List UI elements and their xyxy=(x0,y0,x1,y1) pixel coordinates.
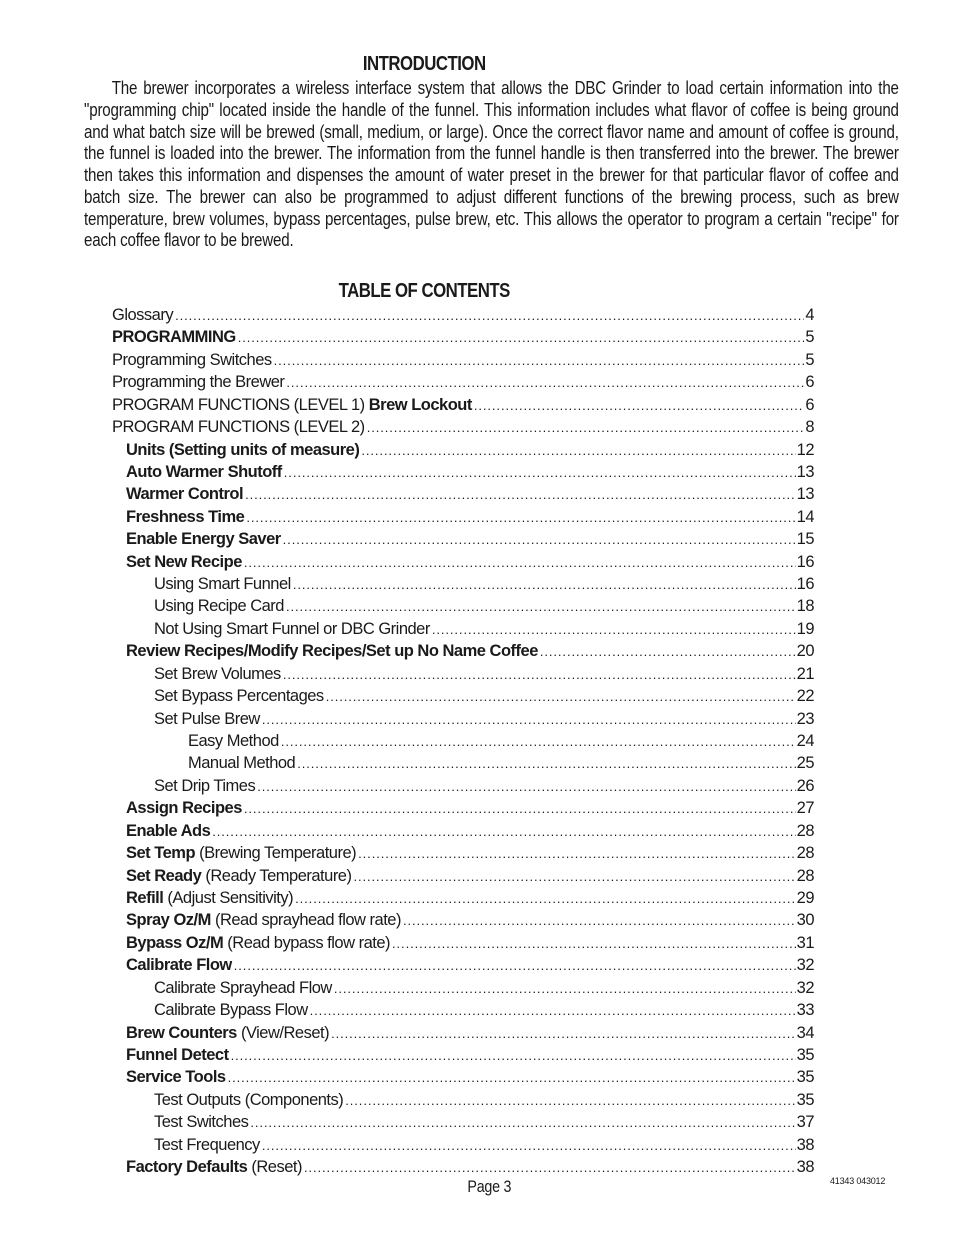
page-number: Page 3 xyxy=(467,1177,512,1196)
toc-entry-bold: Funnel Detect xyxy=(126,1045,229,1064)
toc-entry-text: Manual Method xyxy=(188,754,296,773)
toc-entry-bold: Brew Counters xyxy=(126,1023,237,1042)
dot-leader xyxy=(432,619,796,640)
toc-page-number: 8 xyxy=(805,418,814,437)
toc-entry xyxy=(112,1156,814,1178)
toc-entry xyxy=(112,820,814,842)
toc-entry-text: Using Recipe Card xyxy=(154,597,284,616)
dot-leader xyxy=(284,462,796,483)
toc-page-number: 13 xyxy=(796,485,814,504)
toc-entry xyxy=(112,708,814,730)
table-of-contents xyxy=(112,304,814,1178)
toc-entry-text: (View/Reset) xyxy=(236,1023,330,1042)
toc-page-number: 38 xyxy=(796,1135,814,1154)
toc-entry xyxy=(112,416,814,438)
toc-entry-bold: Enable Energy Saver xyxy=(126,530,281,549)
toc-entry xyxy=(112,909,814,931)
toc-entry-text: Easy Method xyxy=(188,732,279,751)
toc-entry xyxy=(112,977,814,999)
toc-entry xyxy=(112,573,814,595)
toc-page-number: 38 xyxy=(796,1158,814,1177)
toc-entry xyxy=(112,954,814,976)
toc-page-number: 19 xyxy=(796,619,814,638)
toc-page-number: 27 xyxy=(796,799,814,818)
document-code: 41343 043012 xyxy=(830,1176,886,1186)
toc-entry xyxy=(112,685,814,707)
toc-page-number: 13 xyxy=(796,462,814,481)
toc-entry-bold: Service Tools xyxy=(126,1068,226,1087)
toc-page-number: 5 xyxy=(805,328,814,347)
dot-leader xyxy=(353,866,795,887)
dot-leader xyxy=(326,686,796,707)
toc-entry xyxy=(112,865,814,887)
toc-entry-bold: Freshness Time xyxy=(126,507,245,526)
toc-entry-bold: Auto Warmer Shutoff xyxy=(126,462,282,481)
toc-page-number: 20 xyxy=(796,642,814,661)
toc-entry-text: (Read sprayhead flow rate) xyxy=(210,911,401,930)
toc-entry-text: Programming the Brewer xyxy=(112,373,285,392)
toc-entry xyxy=(112,304,814,326)
toc-entry xyxy=(112,775,814,797)
toc-entry-bold: Enable Ads xyxy=(126,821,211,840)
dot-leader xyxy=(358,843,795,864)
toc-entry xyxy=(112,1134,814,1156)
toc-page-number: 35 xyxy=(796,1090,814,1109)
toc-page-number: 30 xyxy=(796,911,814,930)
toc-page-number: 23 xyxy=(796,709,814,728)
toc-entry-text: Test Switches xyxy=(154,1113,249,1132)
toc-entry-bold: Warmer Control xyxy=(126,485,244,504)
dot-leader xyxy=(274,350,805,371)
dot-leader xyxy=(540,641,796,662)
toc-page-number: 14 xyxy=(796,507,814,526)
toc-entry-lead: PROGRAM FUNCTIONS (LEVEL 1) xyxy=(112,395,369,414)
dot-leader xyxy=(212,821,795,842)
dot-leader xyxy=(250,1112,795,1133)
toc-page-number: 16 xyxy=(796,552,814,571)
toc-entry-bold: Calibrate Flow xyxy=(126,956,232,975)
toc-page-number: 37 xyxy=(796,1113,814,1132)
toc-entry-text: Test Frequency xyxy=(154,1135,260,1154)
dot-leader xyxy=(392,933,796,954)
toc-entry xyxy=(112,326,814,348)
toc-page-number: 21 xyxy=(796,664,814,683)
toc-entry xyxy=(112,1066,814,1088)
dot-leader xyxy=(228,1067,796,1088)
dot-leader xyxy=(310,1000,796,1021)
toc-entry xyxy=(112,1089,814,1111)
dot-leader xyxy=(238,327,805,348)
toc-page-number: 28 xyxy=(796,866,814,885)
dot-leader xyxy=(262,1135,796,1156)
toc-page-number: 6 xyxy=(805,373,814,392)
introduction-paragraph: The brewer incorporates a wireless interface system that allows the DBC Grinder to load certain information into the "programming chip" located inside the handle of the funnel. This information includes what flavor of coffee is being ground and what batch size will be brewed (small, medium, or large). Once the correct flavor name and amount of coffee is ground, the funnel is loaded into the brewer. The information from the funnel handle is then transferred into the brewer. The brewer then takes this information and dispenses the amount of water preset in the brewer for that particular flavor of coffee and batch size. The brewer can also be programmed to adjust different functions of the brewing process, such as brew temperature, brew volumes, bypass percentages, pulse brew, etc. This allows the operator to program a certain "recipe" for each coffee flavor to be brewed. xyxy=(84,78,899,251)
toc-entry-text: Test Outputs (Components) xyxy=(154,1090,344,1109)
dot-leader xyxy=(231,1045,796,1066)
toc-page-number: 33 xyxy=(796,1001,814,1020)
toc-entry-bold: Units (Setting units of measure) xyxy=(126,440,360,459)
toc-entry-text: Glossary xyxy=(112,306,174,324)
toc-entry-bold: Factory Defaults xyxy=(126,1158,248,1177)
toc-entry xyxy=(112,999,814,1021)
toc-page-number: 12 xyxy=(796,440,814,459)
dot-leader xyxy=(295,888,796,909)
toc-page-number: 16 xyxy=(796,575,814,594)
dot-leader xyxy=(244,552,796,573)
dot-leader xyxy=(281,731,796,752)
toc-entry xyxy=(112,551,814,573)
toc-entry xyxy=(112,483,814,505)
toc-entry-text: Calibrate Sprayhead Flow xyxy=(154,978,332,997)
dot-leader xyxy=(345,1090,795,1111)
dot-leader xyxy=(286,372,804,393)
toc-entry xyxy=(112,752,814,774)
toc-entry xyxy=(112,394,814,416)
dot-leader xyxy=(367,417,805,438)
dot-leader xyxy=(334,978,796,999)
toc-page-number: 5 xyxy=(805,350,814,369)
toc-entry xyxy=(112,1111,814,1133)
toc-entry xyxy=(112,506,814,528)
toc-page-number: 26 xyxy=(796,776,814,795)
dot-leader xyxy=(403,910,796,931)
toc-page-number: 29 xyxy=(796,888,814,907)
toc-entry-bold: Set Ready xyxy=(126,866,202,885)
toc-entry-text: (Brewing Temperature) xyxy=(195,844,357,863)
toc-entry xyxy=(112,1044,814,1066)
toc-entry-bold: Bypass Oz/M xyxy=(126,933,224,952)
dot-leader xyxy=(246,507,795,528)
toc-entry-bold: PROGRAMMING xyxy=(112,328,236,347)
toc-page-number: 4 xyxy=(805,306,814,324)
dot-leader xyxy=(474,395,804,416)
introduction-heading: INTRODUCTION xyxy=(362,53,486,75)
toc-entry-text: (Adjust Sensitivity) xyxy=(163,888,294,907)
toc-entry-text: Set Pulse Brew xyxy=(154,709,260,728)
toc-entry xyxy=(112,371,814,393)
toc-entry xyxy=(112,640,814,662)
toc-page-number: 18 xyxy=(796,597,814,616)
toc-entry-bold: Assign Recipes xyxy=(126,799,242,818)
dot-leader xyxy=(331,1023,796,1044)
dot-leader xyxy=(286,596,796,617)
toc-page-number: 32 xyxy=(796,956,814,975)
toc-entry-bold: Brew Lockout xyxy=(368,395,472,414)
toc-entry-text: Programming Switches xyxy=(112,350,272,369)
toc-entry-bold: Set New Recipe xyxy=(126,552,242,571)
dot-leader xyxy=(262,709,796,730)
toc-heading: TABLE OF CONTENTS xyxy=(338,280,510,302)
toc-entry xyxy=(112,439,814,461)
dot-leader xyxy=(283,664,796,685)
toc-page-number: 6 xyxy=(805,395,814,414)
toc-entry-text: PROGRAM FUNCTIONS (LEVEL 2) xyxy=(112,418,365,437)
toc-entry-text: (Ready Temperature) xyxy=(201,866,352,885)
toc-entry xyxy=(112,618,814,640)
toc-entry-text: (Reset) xyxy=(247,1158,302,1177)
dot-leader xyxy=(234,955,796,976)
toc-entry xyxy=(112,797,814,819)
toc-entry xyxy=(112,932,814,954)
toc-entry-text: Calibrate Bypass Flow xyxy=(154,1001,308,1020)
toc-page-number: 22 xyxy=(796,687,814,706)
toc-entry-bold: Refill xyxy=(126,888,164,907)
toc-entry-bold: Set Temp xyxy=(126,844,196,863)
toc-page-number: 34 xyxy=(796,1023,814,1042)
toc-entry xyxy=(112,887,814,909)
toc-entry xyxy=(112,663,814,685)
toc-entry-text: Using Smart Funnel xyxy=(154,575,291,594)
toc-entry-text: Set Bypass Percentages xyxy=(154,687,324,706)
toc-page-number: 32 xyxy=(796,978,814,997)
toc-entry xyxy=(112,842,814,864)
toc-page-number: 25 xyxy=(796,754,814,773)
toc-page-number: 24 xyxy=(796,732,814,751)
dot-leader xyxy=(175,305,804,326)
dot-leader xyxy=(361,440,795,461)
toc-page-number: 35 xyxy=(796,1045,814,1064)
dot-leader xyxy=(293,574,796,595)
toc-page-number: 35 xyxy=(796,1068,814,1087)
dot-leader xyxy=(245,484,796,505)
toc-page-number: 28 xyxy=(796,821,814,840)
toc-entry-text: Set Brew Volumes xyxy=(154,664,281,683)
toc-entry xyxy=(112,528,814,550)
toc-entry-text: Set Drip Times xyxy=(154,776,256,795)
dot-leader xyxy=(304,1157,796,1178)
dot-leader xyxy=(297,753,795,774)
toc-entry xyxy=(112,730,814,752)
toc-entry-text: Not Using Smart Funnel or DBC Grinder xyxy=(154,619,430,638)
dot-leader xyxy=(257,776,795,797)
toc-page-number: 28 xyxy=(796,844,814,863)
toc-entry xyxy=(112,461,814,483)
dot-leader xyxy=(283,529,796,550)
toc-entry xyxy=(112,595,814,617)
toc-entry xyxy=(112,349,814,371)
toc-page-number: 31 xyxy=(796,933,814,952)
toc-entry-text: (Read bypass flow rate) xyxy=(223,933,391,952)
toc-page-number: 15 xyxy=(796,530,814,549)
dot-leader xyxy=(244,798,796,819)
toc-entry xyxy=(112,1022,814,1044)
toc-entry-bold: Review Recipes/Modify Recipes/Set up No Name Coffee xyxy=(126,642,538,661)
toc-entry-bold: Spray Oz/M xyxy=(126,911,211,930)
